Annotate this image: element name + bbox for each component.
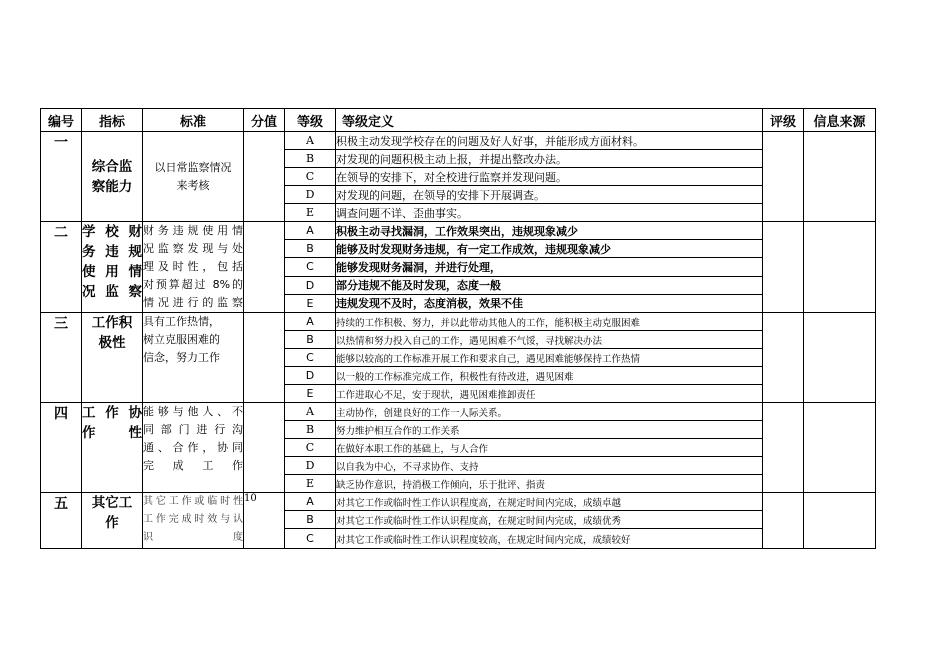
- level-definition: 以自我为中心，不寻求协作、支持: [336, 457, 763, 475]
- indicator-line: 使 用 情: [82, 264, 142, 280]
- standard-line: 能够与他人、不: [143, 405, 243, 418]
- level-definition: 持续的工作积极、努力，并以此带动其他人的工作，能积极主动克服困难: [336, 313, 763, 331]
- source-cell[interactable]: [804, 493, 876, 549]
- level-grade: A: [285, 313, 336, 331]
- standard-line: 对预算超过 8%的: [143, 278, 243, 291]
- standard-line: 通、合作，协同: [143, 441, 243, 454]
- standard-line: 情况进行的监察: [143, 296, 243, 309]
- level-grade: C: [285, 529, 336, 549]
- level-definition: 以热情和努力投入自己的工作，遇见困难不气馁，寻找解决办法: [336, 331, 763, 349]
- source-cell[interactable]: [804, 403, 876, 493]
- level-definition: 部分违规不能及时发现，态度一般: [336, 276, 763, 294]
- section-number: 三: [41, 313, 82, 403]
- header-rating: 评级: [763, 109, 804, 132]
- level-grade: C: [285, 439, 336, 457]
- level-grade: B: [285, 511, 336, 529]
- section-indicator: [82, 403, 143, 493]
- level-grade: B: [285, 421, 336, 439]
- level-grade: D: [285, 457, 336, 475]
- indicator-line: 作: [105, 515, 119, 531]
- level-definition: 积极主动发现学校存在的问题及好人好事，并能形成方面材料。: [336, 132, 763, 150]
- level-definition: 工作进取心不足，安于现状，遇见困难推卸责任: [336, 385, 763, 403]
- standard-line: 工作完成时效与认: [143, 514, 243, 525]
- section-score: [244, 313, 285, 403]
- level-grade: A: [285, 132, 336, 150]
- level-grade: E: [285, 204, 336, 222]
- section-standard: [143, 403, 244, 493]
- standard-line: 同 部 门 进 行 沟: [143, 423, 243, 436]
- standard-line: 来考核: [176, 178, 210, 192]
- source-cell[interactable]: [804, 132, 876, 222]
- level-grade: B: [285, 331, 336, 349]
- level-grade: E: [285, 475, 336, 493]
- level-definition: 主动协作，创建良好的工作一人际关系。: [336, 403, 763, 421]
- level-grade: A: [285, 493, 336, 511]
- level-definition: 对其它工作或临时性工作认识程度较高，在规定时间内完成，成绩较好: [336, 529, 763, 549]
- indicator-line: 作性: [82, 425, 142, 441]
- level-definition: 缺乏协作意识，持消极工作倾向，乐于批评、指责: [336, 475, 763, 493]
- standard-line: 信念，努力工作: [143, 351, 220, 364]
- source-cell[interactable]: [804, 222, 876, 313]
- standard-line: 其它工作或临时性: [143, 496, 243, 507]
- source-cell[interactable]: [804, 313, 876, 403]
- section-number: 二: [41, 222, 82, 313]
- section-score: 10: [244, 493, 285, 549]
- level-definition: 积极主动寻找漏洞，工作效果突出，违规现象减少: [336, 222, 763, 240]
- rating-cell[interactable]: [763, 132, 804, 222]
- level-grade: E: [285, 294, 336, 312]
- section-indicator: [82, 313, 143, 403]
- table-row: [41, 222, 876, 240]
- rating-cell[interactable]: [763, 222, 804, 313]
- section-standard: [143, 313, 244, 403]
- level-grade: D: [285, 367, 336, 385]
- indicator-line: 综合监: [91, 158, 133, 175]
- level-definition: 对其它工作或临时性工作认识程度高，在规定时间内完成，成绩卓越: [336, 493, 763, 511]
- indicator-line: 其它工: [91, 495, 133, 511]
- indicator-line: 工 作 协: [82, 405, 142, 421]
- section-standard: [143, 222, 244, 313]
- indicator-line: 务 违 规: [82, 244, 142, 260]
- section-standard: [143, 493, 244, 549]
- level-grade: C: [285, 349, 336, 367]
- indicator-line: 学 校 财: [82, 224, 142, 240]
- section-score: [244, 132, 285, 222]
- level-grade: C: [285, 258, 336, 276]
- header-num: 编号: [41, 109, 82, 132]
- standard-line: 财务违规使用情: [143, 224, 243, 237]
- indicator-line: 察能力: [91, 178, 133, 195]
- level-grade: E: [285, 385, 336, 403]
- level-definition: 在领导的安排下，对全校进行监察并发现问题。: [336, 168, 763, 186]
- section-indicator: [82, 493, 143, 549]
- table-row: [41, 493, 876, 511]
- section-indicator: [82, 132, 143, 222]
- level-definition: 对发现的问题，在领导的安排下开展调查。: [336, 186, 763, 204]
- header-source: 信息来源: [804, 109, 876, 132]
- indicator-line: 极性: [98, 335, 126, 351]
- level-definition: 违规发现不及时，态度消极，效果不佳: [336, 294, 763, 312]
- level-definition: 在做好本职工作的基础上，与人合作: [336, 439, 763, 457]
- level-definition: 调查问题不详、歪曲事实。: [336, 204, 763, 222]
- section-number: 一: [41, 132, 82, 222]
- level-definition: 以一般的工作标准完成工作，积极性有待改进，遇见困难: [336, 367, 763, 385]
- section-number: 五: [41, 493, 82, 549]
- section-score: [244, 403, 285, 493]
- header-score: 分值: [244, 109, 285, 132]
- level-definition: 能够及时发现财务违规，有一定工作成效，违规现象减少: [336, 240, 763, 258]
- standard-line: 况监察发现与处: [143, 242, 243, 255]
- header-standard: 标准: [143, 109, 244, 132]
- header-indicator: 指标: [82, 109, 143, 132]
- evaluation-table: [40, 108, 876, 549]
- section-standard: [143, 132, 244, 222]
- level-definition: 能够发现财务漏洞，并进行处理，: [336, 258, 763, 276]
- indicator-line: 工作积: [91, 315, 133, 331]
- level-grade: B: [285, 240, 336, 258]
- section-number: 四: [41, 403, 82, 493]
- level-grade: A: [285, 222, 336, 240]
- rating-cell[interactable]: [763, 493, 804, 549]
- level-grade: D: [285, 276, 336, 294]
- rating-cell[interactable]: [763, 313, 804, 403]
- rating-cell[interactable]: [763, 403, 804, 493]
- standard-line: 具有工作热情，: [143, 315, 220, 328]
- indicator-line: 况监察: [82, 284, 142, 300]
- level-definition: 对发现的问题积极主动上报，并提出整改办法。: [336, 150, 763, 168]
- standard-line: 树立克服困难的: [143, 333, 220, 346]
- header-level: 等级: [285, 109, 336, 132]
- header-definition: 等级定义: [336, 109, 763, 132]
- level-definition: 努力维护相互合作的工作关系: [336, 421, 763, 439]
- section-score: [244, 222, 285, 313]
- header-row: [41, 109, 876, 132]
- standard-line: 理及时性，包括: [143, 260, 243, 273]
- standard-line: 以日常监察情况: [154, 160, 232, 174]
- level-grade: D: [285, 186, 336, 204]
- level-grade: C: [285, 168, 336, 186]
- section-indicator: [82, 222, 143, 313]
- table-row: [41, 403, 876, 421]
- standard-line: 完成工作: [143, 459, 243, 472]
- level-definition: 对其它工作或临时性工作认识程度高，在规定时间内完成，成绩优秀: [336, 511, 763, 529]
- level-definition: 能够以较高的工作标准开展工作和要求自己，遇见困难能够保持工作热情: [336, 349, 763, 367]
- level-grade: B: [285, 150, 336, 168]
- standard-line: 识度: [143, 532, 243, 543]
- table-row: [41, 313, 876, 331]
- level-grade: A: [285, 403, 336, 421]
- table-row: [41, 132, 876, 150]
